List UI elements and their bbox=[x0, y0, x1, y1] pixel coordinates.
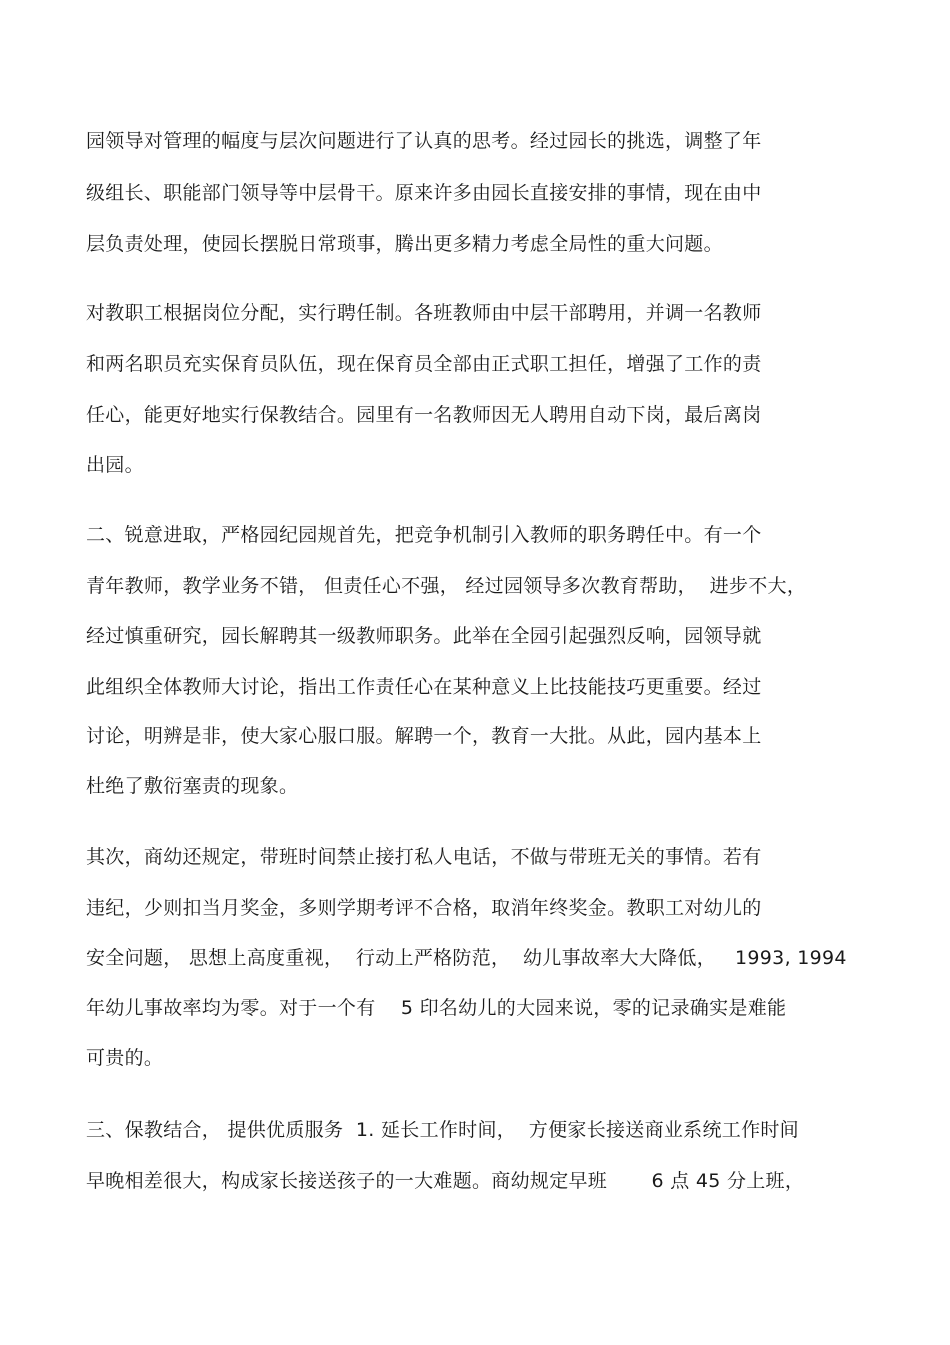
text-line: 其次，商幼还规定，带班时间禁止接打私人电话，不做与带班无关的事情。若有 bbox=[86, 846, 762, 868]
text-line: 三、保教结合， 提供优质服务 1. 延长工作时间， 方便家长接送商业系统工作时间 bbox=[86, 1119, 799, 1141]
text-line: 违纪，少则扣当月奖金，多则学期考评不合格，取消年终奖金。教职工对幼儿的 bbox=[86, 897, 762, 919]
text-line: 二、锐意进取，严格园纪园规首先，把竞争机制引入教师的职务聘任中。有一个 bbox=[86, 524, 762, 546]
text-line: 可贵的。 bbox=[86, 1047, 164, 1069]
text-line: 和两名职员充实保育员队伍，现在保育员全部由正式职工担任，增强了工作的责 bbox=[86, 353, 762, 375]
text-line: 青年教师，教学业务不错， 但责任心不强， 经过园领导多次教育帮助， 进步不大， bbox=[86, 575, 807, 597]
text-line: 此组织全体教师大讨论，指出工作责任心在某种意义上比技能技巧更重要。经过 bbox=[86, 676, 762, 698]
text-line: 年幼儿事故率均为零。对于一个有 5 印名幼儿的大园来说，零的记录确实是难能 bbox=[86, 997, 787, 1019]
text-line: 讨论，明辨是非，使大家心服口服。解聘一个，教育一大批。从此，园内基本上 bbox=[86, 725, 762, 747]
text-line: 安全问题， 思想上高度重视， 行动上严格防范， 幼儿事故率大大降低， 1993, 1994 bbox=[86, 947, 847, 969]
text-line: 任心，能更好地实行保教结合。园里有一名教师因无人聘用自动下岗，最后离岗 bbox=[86, 404, 762, 426]
text-line: 经过慎重研究，园长解聘其一级教师职务。此举在全园引起强烈反响，园领导就 bbox=[86, 625, 762, 647]
text-line: 杜绝了敷衍塞责的现象。 bbox=[86, 775, 299, 797]
text-line: 早晚相差很大，构成家长接送孩子的一大难题。商幼规定早班 6 点 45 分上班， bbox=[86, 1170, 805, 1192]
text-line: 层负责处理，使园长摆脱日常琐事，腾出更多精力考虑全局性的重大问题。 bbox=[86, 233, 723, 255]
text-line: 级组长、职能部门领导等中层骨干。原来许多由园长直接安排的事情，现在由中 bbox=[86, 182, 762, 204]
text-line: 对教职工根据岗位分配，实行聘任制。各班教师由中层干部聘用，并调一名教师 bbox=[86, 302, 762, 324]
text-line: 出园。 bbox=[86, 454, 144, 476]
text-line: 园领导对管理的幅度与层次问题进行了认真的思考。经过园长的挑选，调整了年 bbox=[86, 130, 762, 152]
